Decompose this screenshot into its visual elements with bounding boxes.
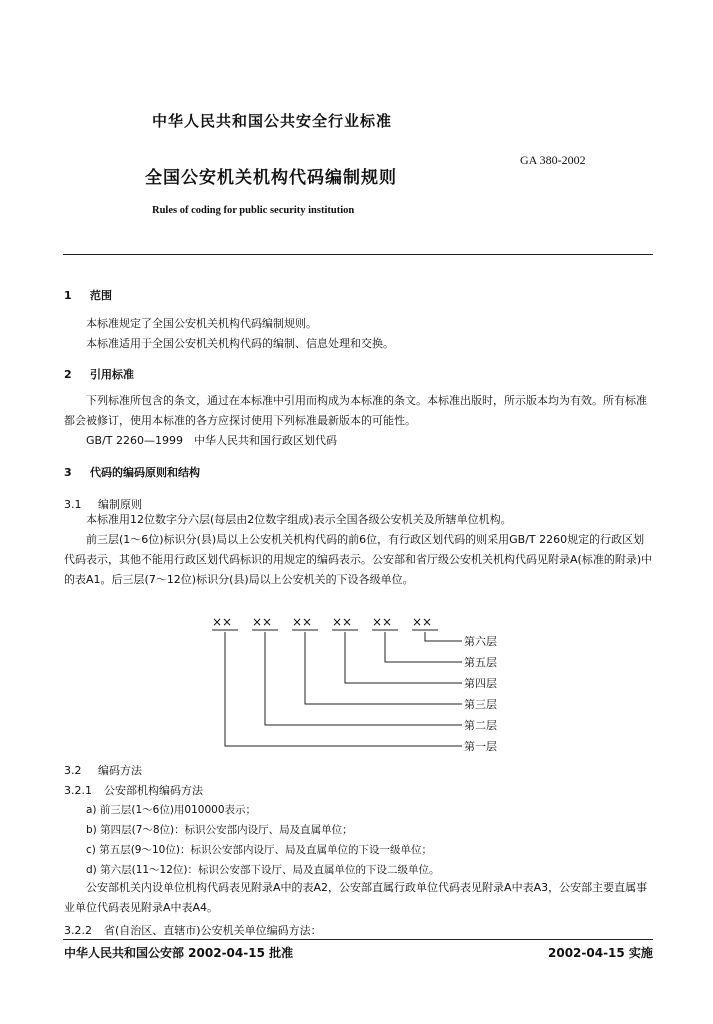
subsection-3-2-1-body <box>64 878 654 918</box>
digit-group: ×× <box>252 615 273 629</box>
section-number: 2 <box>64 368 72 381</box>
digit-group: ×× <box>412 615 433 629</box>
reference-line: GB/T 2260—1999 中华人民共和国行政区划代码 <box>86 434 337 447</box>
section-title: 代码的编码原则和结构 <box>90 466 200 479</box>
subsection-3-2-heading <box>64 762 142 778</box>
digit-group: ×× <box>372 615 393 629</box>
paragraph: 本标准适用于全国公安机关机构代码的编制、信息处理和交换。 <box>86 337 394 350</box>
subsection-3-2-2-heading <box>64 922 322 938</box>
subsection-3-1-body <box>64 510 654 590</box>
section-title: 范围 <box>90 289 112 302</box>
section-2-body <box>64 391 654 451</box>
section-number: 3 <box>64 466 72 479</box>
list-item: c) 第五层(9～10位)：标识公安部内设厅、局及直属单位的下设一级单位； <box>86 844 432 856</box>
list-item: a) 前三层(1～6位)用010000表示； <box>86 804 257 816</box>
paragraph: 本标准规定了全国公安机关机构代码编制规则。 <box>86 317 317 330</box>
section-1-heading <box>64 287 112 303</box>
section-1-body <box>64 314 654 354</box>
subsection-number: 3.2.2 <box>64 924 92 937</box>
digit-group: ×× <box>212 615 233 629</box>
code-structure-diagram <box>200 610 530 760</box>
implementation-note: 2002-04-15 实施 <box>548 946 653 960</box>
list-item: b) 第四层(7～8位)：标识公安部内设厅、局及直属单位； <box>86 824 353 836</box>
digit-group: ×× <box>292 615 313 629</box>
subsection-number: 3.2 <box>64 764 82 777</box>
layer-label: 第四层 <box>464 677 497 690</box>
layer-label: 第三层 <box>464 698 497 711</box>
layer-label: 第一层 <box>464 740 497 753</box>
subsection-title: 公安部机构编码方法 <box>104 784 203 797</box>
layer-label: 第五层 <box>464 656 497 669</box>
section-3-heading <box>64 464 200 480</box>
header-divider <box>63 254 653 255</box>
footer-divider <box>63 939 653 940</box>
subsection-number: 3.1 <box>64 498 82 511</box>
paragraph: 本标准用12位数字分六层(每层由2位数字组成)表示全国各级公安机关及所辖单位机构。 <box>86 513 512 526</box>
issuer-heading: 中华人民共和国公共安全行业标准 <box>152 112 393 130</box>
standard-code: GA 380-2002 <box>520 153 586 167</box>
section-number: 1 <box>64 289 72 302</box>
paragraph: 公安部机关内设单位机构代码表见附录A中的表A2，公安部直属行政单位代码表见附录A中表A3，公安部主要直属事业单位代码表见附录A中表A4。 <box>64 881 648 914</box>
list-item: d) 第六层(11～12位)：标识公安部下设厅、局及直属单位的下设二级单位。 <box>86 864 440 876</box>
section-title: 引用标准 <box>90 368 134 381</box>
subsection-3-2-1-heading <box>64 782 203 798</box>
layer-label: 第六层 <box>464 635 497 648</box>
document-title-english: Rules of coding for public security institution <box>152 205 355 216</box>
section-2-heading <box>64 366 134 382</box>
layer-label: 第二层 <box>464 719 497 732</box>
paragraph: 前三层(1～6位)标识分(县)局以上公安机关机构代码的前6位，有行政区划代码的则采用GB/T 2260规定的行政区划代码表示，其他不能用行政区划代码标识的用规定的编码表示。公安部和省厅级公安机关机构代码见附录A(标准的附录)中的表A1。后三层(7～12位)标识分(县)局以上公安机关的下设各级单位。 <box>64 533 653 586</box>
paragraph: 下列标准所包含的条文，通过在本标准中引用而构成为本标准的条文。本标准出版时，所示版本均为有效。所有标准都会被修订，使用本标准的各方应探讨使用下列标准最新版本的可能性。 <box>64 394 647 427</box>
subsection-title: 编码方法 <box>98 764 142 777</box>
document-title: 全国公安机关机构代码编制规则 <box>145 168 397 188</box>
approval-note: 中华人民共和国公安部 2002-04-15 批准 <box>64 946 294 960</box>
subsection-number: 3.2.1 <box>64 784 92 797</box>
subsection-title: 省(自治区、直辖市)公安机关单位编码方法： <box>104 924 322 937</box>
digit-group: ×× <box>332 615 353 629</box>
subsection-title: 编制原则 <box>98 498 142 511</box>
